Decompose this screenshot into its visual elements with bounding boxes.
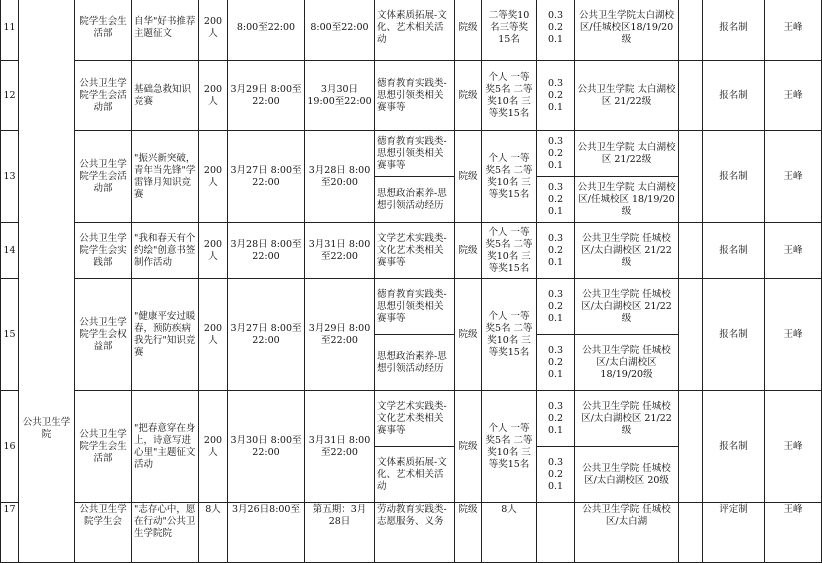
target-cell: 公共卫生学院 太白湖校区/任城校区 18/19/20级 bbox=[575, 177, 679, 223]
score-cell: 0.3 0.2 0.1 bbox=[537, 223, 575, 279]
score-cell bbox=[537, 503, 575, 563]
contact-cell: 王峰 bbox=[765, 223, 822, 279]
table-row bbox=[1, 131, 822, 177]
end-time-cell: 3月28日 8:00至20:00 bbox=[305, 131, 375, 223]
score-cell: 0.3 0.2 0.1 bbox=[537, 335, 575, 391]
category-cell: 思想政治素养-思想引领活动经历 bbox=[375, 335, 455, 391]
row-number: 14 bbox=[1, 223, 19, 279]
score-cell: 0.3 0.2 0.1 bbox=[537, 131, 575, 177]
activity-name-cell: "振兴新突破，青年当先锋"学雷锋月知识竞赛 bbox=[132, 131, 199, 223]
blank-cell bbox=[679, 503, 703, 563]
category-cell: 文学艺术实践类-文化艺术类相关赛事等 bbox=[375, 391, 455, 447]
score-cell: 0.3 0.2 0.1 bbox=[537, 61, 575, 131]
blank-cell bbox=[679, 391, 703, 503]
awards-cell: 个人 一等奖5名 二等奖10名 三等奖15名 bbox=[482, 131, 537, 223]
end-time-cell: 8:00至22:00 bbox=[305, 0, 375, 61]
end-time-cell: 3月30日 19:00至22:00 bbox=[305, 61, 375, 131]
level-cell: 院级 bbox=[455, 223, 482, 279]
activity-name-cell: 自华"好书推荐主题征文 bbox=[132, 0, 199, 61]
target-cell: 公共卫生学院 任城校区/太白湖 bbox=[575, 503, 679, 563]
score-cell: 0.3 0.2 0.1 bbox=[537, 0, 575, 61]
organizer-cell: 公共卫生学院学生会活动部 bbox=[75, 131, 132, 223]
score-cell: 0.3 0.2 0.1 bbox=[537, 177, 575, 223]
target-cell: 公共卫生学院 太白湖校区 21/22级 bbox=[575, 131, 679, 177]
organizer-cell: 公共卫生学院学生会生活部 bbox=[75, 391, 132, 503]
awards-cell: 个人 一等奖5名 二等奖10名 三等奖15名 bbox=[482, 279, 537, 391]
mode-cell: 报名制 bbox=[703, 0, 765, 61]
college-cell: 公共卫生学院 bbox=[19, 0, 75, 563]
level-cell: 院级 bbox=[455, 503, 482, 563]
awards-cell: 二等奖10名三等奖15名 bbox=[482, 0, 537, 61]
score-cell: 0.3 0.2 0.1 bbox=[537, 279, 575, 335]
awards-cell: 个人 一等奖5名 二等奖10名 三等奖15名 bbox=[482, 391, 537, 503]
start-time-cell: 3月29日 8:00至22:00 bbox=[228, 61, 305, 131]
target-cell: 公共卫生学院 任城校区/太白湖校区 18/19/20级 bbox=[575, 335, 679, 391]
table-row bbox=[1, 391, 822, 447]
organizer-cell: 公共卫生学院学生会 bbox=[75, 503, 132, 563]
end-time-cell: 3月31日 8:00至22:00 bbox=[305, 391, 375, 503]
start-time-cell: 3月30日 8:00至22:00 bbox=[228, 391, 305, 503]
table-row bbox=[1, 0, 822, 61]
contact-cell: 王峰 bbox=[765, 0, 822, 61]
contact-cell: 王峰 bbox=[765, 131, 822, 223]
blank-cell bbox=[679, 131, 703, 223]
category-cell: 文体素质拓展-文化、艺术相关活动 bbox=[375, 0, 455, 61]
organizer-cell: 公共卫生学院学生会权益部 bbox=[75, 279, 132, 391]
blank-cell bbox=[679, 223, 703, 279]
end-time-cell: 3月31日 8:00至22:00 bbox=[305, 223, 375, 279]
score-cell: 0.3 0.2 0.1 bbox=[537, 391, 575, 447]
awards-cell: 个人 一等奖5名 二等奖10名 三等奖15名 bbox=[482, 223, 537, 279]
category-cell: 德育教育实践类-思想引领类相关赛事等 bbox=[375, 279, 455, 335]
start-time-cell: 3月26日8:00至 bbox=[228, 503, 305, 563]
participants-cell: 200人 bbox=[199, 391, 228, 503]
level-cell: 院级 bbox=[455, 131, 482, 223]
participants-cell: 200人 bbox=[199, 279, 228, 391]
level-cell: 院级 bbox=[455, 61, 482, 131]
category-cell: 德育教育实践类-思想引领类相关赛事等 bbox=[375, 61, 455, 131]
table-row bbox=[1, 279, 822, 335]
blank-cell bbox=[679, 279, 703, 391]
row-number: 16 bbox=[1, 391, 19, 503]
participants-cell: 200人 bbox=[199, 0, 228, 61]
category-cell: 文学艺术实践类-文化艺术类相关赛事等 bbox=[375, 223, 455, 279]
target-cell: 公共卫生学院 太白湖校区 21/22级 bbox=[575, 61, 679, 131]
blank-cell bbox=[679, 0, 703, 61]
score-cell: 0.3 0.2 0.1 bbox=[537, 447, 575, 503]
category-cell: 德育教育实践类-思想引领类相关赛事等 bbox=[375, 131, 455, 177]
end-time-cell: 第五期：3月28日 bbox=[305, 503, 375, 563]
activity-name-cell: "志存心中，愿在行动"公共卫生学院院 bbox=[132, 503, 199, 563]
level-cell: 院级 bbox=[455, 279, 482, 391]
start-time-cell: 3月27日 8:00至22:00 bbox=[228, 131, 305, 223]
contact-cell: 王峰 bbox=[765, 503, 822, 563]
level-cell: 院级 bbox=[455, 0, 482, 61]
start-time-cell: 8:00至22:00 bbox=[228, 0, 305, 61]
target-cell: 公共卫生学院 任城校区/太白湖校区 20级 bbox=[575, 447, 679, 503]
level-cell: 院级 bbox=[455, 391, 482, 503]
organizer-cell: 公共卫生学院学生会实践部 bbox=[75, 223, 132, 279]
participants-cell: 200人 bbox=[199, 223, 228, 279]
participants-cell: 200人 bbox=[199, 131, 228, 223]
activity-name-cell: "健康平安过暖春，预防疾病我先行"知识竞赛 bbox=[132, 279, 199, 391]
mode-cell: 报名制 bbox=[703, 61, 765, 131]
mode-cell: 报名制 bbox=[703, 279, 765, 391]
target-cell: 公共卫生学院 任城校区/太白湖校区 21/22级 bbox=[575, 223, 679, 279]
mode-cell: 报名制 bbox=[703, 391, 765, 503]
category-cell: 思想政治素养-思想引领活动经历 bbox=[375, 177, 455, 223]
row-number: 17 bbox=[1, 503, 19, 563]
mode-cell: 报名制 bbox=[703, 131, 765, 223]
contact-cell: 王峰 bbox=[765, 279, 822, 391]
target-cell: 公共卫生学院太白湖校区/任城校区18/19/20级 bbox=[575, 0, 679, 61]
activity-name-cell: "把春意穿在身上，诗意写进心里"主题征文活动 bbox=[132, 391, 199, 503]
activity-name-cell: 基础急救知识竞赛 bbox=[132, 61, 199, 131]
mode-cell: 评定制 bbox=[703, 503, 765, 563]
table-row bbox=[1, 223, 822, 279]
target-cell: 公共卫生学院 任城校区/太白湖校区 21/22级 bbox=[575, 279, 679, 335]
row-number: 12 bbox=[1, 61, 19, 131]
contact-cell: 王峰 bbox=[765, 391, 822, 503]
organizer-cell: 公共卫生学院学生会活动部 bbox=[75, 61, 132, 131]
row-number: 13 bbox=[1, 131, 19, 223]
awards-cell: 个人 一等奖5名 二等奖10名 三等奖15名 bbox=[482, 61, 537, 131]
row-number: 15 bbox=[1, 279, 19, 391]
participants-cell: 200人 bbox=[199, 61, 228, 131]
end-time-cell: 3月29日 8:00至22:00 bbox=[305, 279, 375, 391]
awards-cell: 8人 bbox=[482, 503, 537, 563]
target-cell: 公共卫生学院 任城校区/太白湖校区 21/22级 bbox=[575, 391, 679, 447]
category-cell: 劳动教育实践类-志愿服务、义务 bbox=[375, 503, 455, 563]
activity-name-cell: "我和春天有个约绘"创意书签制作活动 bbox=[132, 223, 199, 279]
organizer-cell: 院学生会生活部 bbox=[75, 0, 132, 61]
mode-cell: 报名制 bbox=[703, 223, 765, 279]
participants-cell: 8人 bbox=[199, 503, 228, 563]
table-row bbox=[1, 61, 822, 131]
row-number: 11 bbox=[1, 0, 19, 61]
start-time-cell: 3月27日 8:00至22:00 bbox=[228, 279, 305, 391]
contact-cell: 王峰 bbox=[765, 61, 822, 131]
category-cell: 文体素质拓展-文化、艺术相关活动 bbox=[375, 447, 455, 503]
start-time-cell: 3月28日 8:00至22:00 bbox=[228, 223, 305, 279]
blank-cell bbox=[679, 61, 703, 131]
table-row bbox=[1, 503, 822, 563]
